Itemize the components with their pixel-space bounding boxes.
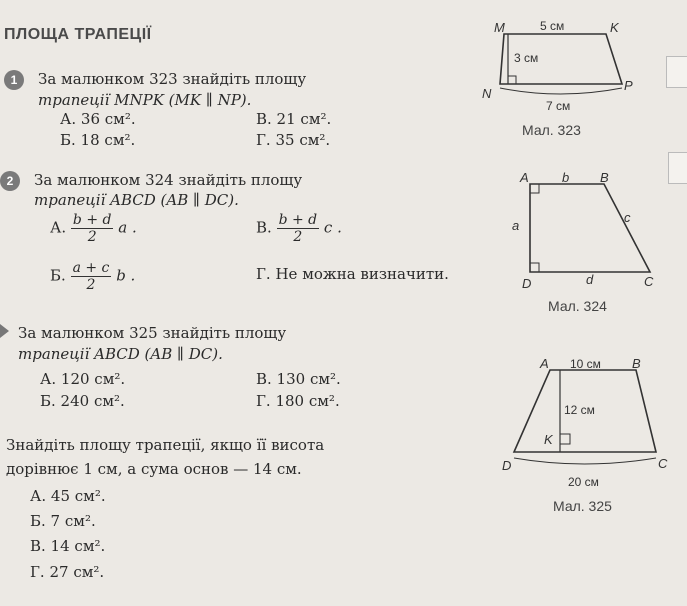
height-label: 3 см xyxy=(514,51,539,65)
figure-325 xyxy=(496,354,676,504)
answer-option-a[interactable]: А. 45 см². xyxy=(30,487,106,505)
margin-box xyxy=(666,56,687,88)
answer-option-g[interactable]: Г. 27 см². xyxy=(30,563,105,581)
vertex-a: A xyxy=(520,170,529,185)
vertex-a: A xyxy=(540,356,549,371)
bullet-arrow-icon xyxy=(0,324,9,338)
question-number-badge: 2 xyxy=(0,171,20,191)
figure-324 xyxy=(500,168,670,298)
vertex-d: D xyxy=(502,458,512,473)
answer-option-a[interactable] xyxy=(50,212,137,245)
denominator: 2 xyxy=(87,229,97,245)
answer-option-v[interactable] xyxy=(256,212,342,245)
answer-option-g[interactable]: Г. 35 см². xyxy=(256,131,331,149)
answer-option-v[interactable]: В. 14 см². xyxy=(30,537,106,555)
question-text: трапеції ABCD (AB ∥ DC). xyxy=(34,191,239,209)
vertex-c: C xyxy=(658,456,668,471)
answer-option-g[interactable]: Г. Не можна визначити. xyxy=(256,265,449,283)
answer-option-a[interactable]: А. 120 см². xyxy=(40,370,126,388)
vertex-n: N xyxy=(482,86,492,101)
answer-option-b[interactable]: Б. 7 см². xyxy=(30,512,96,530)
side-b-label: b xyxy=(562,170,570,185)
side-c-label: c xyxy=(624,210,631,225)
numerator: b + d xyxy=(278,212,318,228)
option-label: Б. xyxy=(50,266,66,285)
vertex-p: P xyxy=(624,78,633,93)
figure-caption: Мал. 323 xyxy=(522,122,581,138)
question-number-badge: 1 xyxy=(4,70,24,90)
question-text: За малюнком 325 знайдіть площу xyxy=(18,324,287,342)
figure-323 xyxy=(470,18,650,128)
vertex-k: K xyxy=(544,432,553,447)
section-title: ПЛОЩА ТРАПЕЦІЇ xyxy=(4,26,152,43)
factor: b . xyxy=(116,266,136,285)
figure-caption: Мал. 324 xyxy=(548,298,607,314)
bottom-brace xyxy=(500,88,622,94)
question-text: За малюнком 324 знайдіть площу xyxy=(34,171,303,189)
right-angle-mark xyxy=(530,263,539,272)
side-d-label: d xyxy=(586,272,594,287)
trapezoid-abcd xyxy=(530,184,650,272)
answer-option-b[interactable]: Б. 240 см². xyxy=(40,392,125,410)
right-angle-mark xyxy=(560,434,570,444)
vertex-c: C xyxy=(644,274,654,289)
answer-option-b[interactable]: Б. 18 см². xyxy=(60,131,136,149)
factor: c . xyxy=(323,218,342,237)
numerator: a + c xyxy=(72,260,110,276)
fraction xyxy=(277,212,320,245)
bottom-base-label: 7 см xyxy=(546,99,571,113)
vertex-b: B xyxy=(632,356,641,371)
factor: a . xyxy=(118,218,137,237)
option-label: В. xyxy=(256,218,272,237)
bottom-base-label: 20 см xyxy=(568,475,599,489)
vertex-m: M xyxy=(494,20,505,35)
denominator: 2 xyxy=(293,229,303,245)
numerator: b + d xyxy=(72,212,112,228)
top-base-label: 5 см xyxy=(540,19,565,33)
answer-option-a[interactable]: А. 36 см². xyxy=(60,110,136,128)
question-text: трапеції MNPK (MK ∥ NP). xyxy=(38,91,252,109)
height-label: 12 см xyxy=(564,403,595,417)
question-text: Знайдіть площу трапеції, якщо її висота xyxy=(6,436,325,454)
vertex-d: D xyxy=(522,276,532,291)
fraction xyxy=(71,260,112,293)
denominator: 2 xyxy=(86,277,96,293)
bottom-brace xyxy=(514,458,656,464)
answer-option-g[interactable]: Г. 180 см². xyxy=(256,392,340,410)
vertex-b: B xyxy=(600,170,609,185)
question-text: За малюнком 323 знайдіть площу xyxy=(38,70,307,88)
answer-option-v[interactable]: В. 130 см². xyxy=(256,370,341,388)
figure-caption: Мал. 325 xyxy=(553,498,612,514)
fraction xyxy=(71,212,114,245)
option-label: А. xyxy=(50,218,67,237)
answer-option-v[interactable]: В. 21 см². xyxy=(256,110,332,128)
question-text: дорівнює 1 см, а сума основ — 14 см. xyxy=(6,460,302,478)
vertex-k: K xyxy=(610,20,619,35)
right-angle-mark xyxy=(530,184,539,193)
top-base-label: 10 см xyxy=(570,357,601,371)
question-text: трапеції ABCD (AB ∥ DC). xyxy=(18,345,223,363)
answer-option-b[interactable] xyxy=(50,260,135,293)
side-a-label: a xyxy=(512,218,520,233)
right-angle-mark xyxy=(508,76,516,84)
margin-box xyxy=(668,152,687,184)
